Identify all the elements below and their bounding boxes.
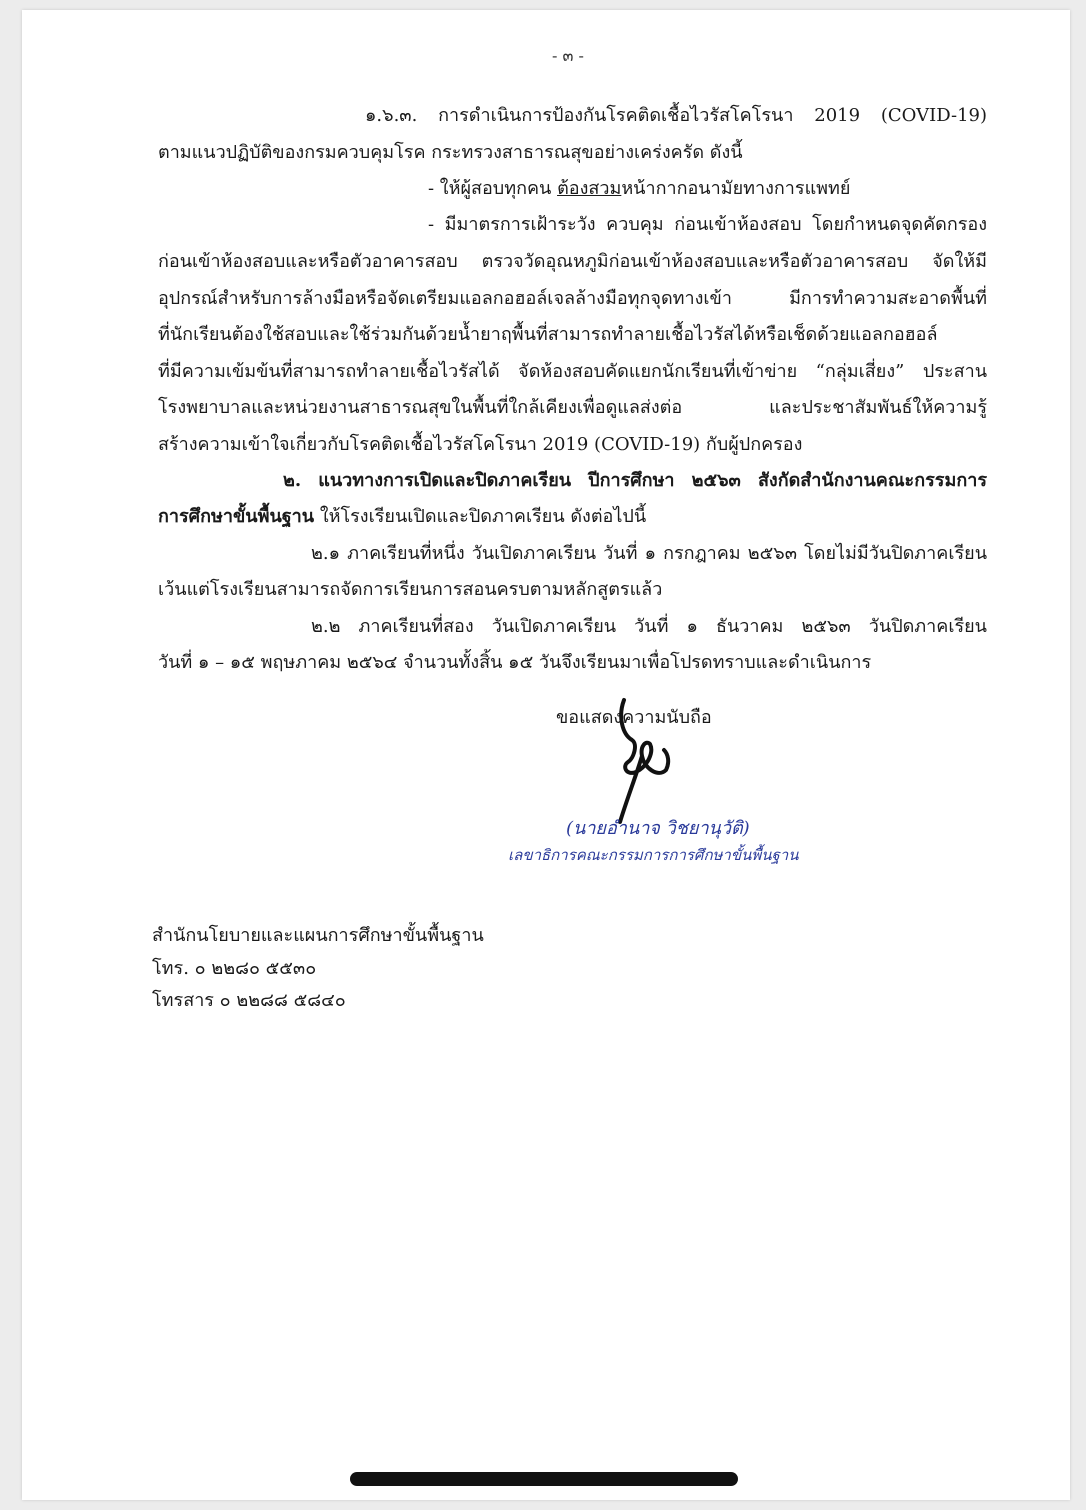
closing: ขอแสดงความนับถือ [556,707,712,728]
screening-line-7: สร้างความเข้าใจเกี่ยวกับโรคติดเชื้อไวรัสโคโรนา 2019 (COVID-19) กับผู้ปกครอง [158,434,803,455]
signer-name: (นายอำนาจ วิชยานุวัติ) [566,818,750,839]
handwritten-signature [588,696,678,826]
signer-title: เลขาธิการคณะกรรมการการศึกษาขั้นพื้นฐาน [508,846,799,864]
mask-rule-prefix: - ให้ผู้สอบทุกคน [428,178,558,199]
office-name: สำนักนโยบายและแผนการศึกษาขั้นพื้นฐาน [152,925,484,946]
screening-line-2: ก่อนเข้าห้องสอบและหรือตัวอาคารสอบ ตรวจวัดอุณหภูมิก่อนเข้าห้องสอบและหรือตัวอาคารสอบ จัดให้มี [158,251,987,272]
home-indicator-bar[interactable] [350,1472,738,1486]
page-number: - ๓ - [552,46,584,65]
section-163-line1: ๑.๖.๓. การดำเนินการป้องกันโรคติดเชื้อไวรัสโคโรนา 2019 (COVID-19) [365,105,987,126]
screening-line-5: ที่มีความเข้มข้นที่สามารถทำลายเชื้อไวรัสได้ จัดห้องสอบคัดแยกนักเรียนที่เข้าข่าย “กลุ่มเสี่ยง” ประสาน [158,361,987,382]
section-21-line2: เว้นแต่โรงเรียนสามารถจัดการเรียนการสอนครบตามหลักสูตรแล้ว [158,579,663,600]
office-fax: โทรสาร ๐ ๒๒๘๘ ๕๘๔๐ [152,990,346,1011]
section-2-line2 [158,505,646,529]
office-phone: โทร. ๐ ๒๒๘๐ ๕๕๓๐ [152,958,317,979]
screening-line-6: โรงพยาบาลและหน่วยงานสาธารณสุขในพื้นที่ใกล้เคียงเพื่อดูแลส่งต่อ และประชาสัมพันธ์ให้ความรู้ [158,397,987,418]
mask-rule-emphasis: ต้องสวม [557,178,622,199]
section-2-line1: ๒. แนวทางการเปิดและปิดภาคเรียน ปีการศึกษา ๒๕๖๓ สังกัดสำนักงานคณะกรรมการ [283,470,987,491]
mask-rule [428,177,850,201]
section-22-line2: วันที่ ๑ – ๑๕ พฤษภาคม ๒๕๖๔ จำนวนทั้งสิ้น ๑๕ วันจึงเรียนมาเพื่อโปรดทราบและดำเนินการ [158,652,872,673]
mask-rule-suffix: หน้ากากอนามัยทางการแพทย์ [621,178,851,199]
section-163-line2: ตามแนวปฏิบัติของกรมควบคุมโรค กระทรวงสาธารณสุขอย่างเคร่งครัด ดังนี้ [158,142,743,163]
section-22-line1: ๒.๒ ภาคเรียนที่สอง วันเปิดภาคเรียน วันที่ ๑ ธันวาคม ๒๕๖๓ วันปิดภาคเรียน [311,616,987,637]
section-2-bold-part: การศึกษาขั้นพื้นฐาน [158,506,315,527]
screening-line-1: - มีมาตรการเฝ้าระวัง ควบคุม ก่อนเข้าห้องสอบ โดยกำหนดจุดคัดกรอง [428,214,987,235]
screening-line-4: ที่นักเรียนต้องใช้สอบและใช้ร่วมกันด้วยน้ำยาฤพื้นที่สามารถทำลายเชื้อไวรัสได้หรือเช็ดด้วยแอลกอฮอล์ [158,324,938,345]
screening-line-3: อุปกรณ์สำหรับการล้างมือหรือจัดเตรียมแอลกอฮอล์เจลล้างมือทุกจุดทางเข้า มีการทำความสะอาดพื้นที่ [158,288,987,309]
section-21-line1: ๒.๑ ภาคเรียนที่หนึ่ง วันเปิดภาคเรียน วันที่ ๑ กรกฎาคม ๒๕๖๓ โดยไม่มีวันปิดภาคเรียน [311,543,987,564]
section-2-rest: ให้โรงเรียนเปิดและปิดภาคเรียน ดังต่อไปนี้ [314,506,647,527]
